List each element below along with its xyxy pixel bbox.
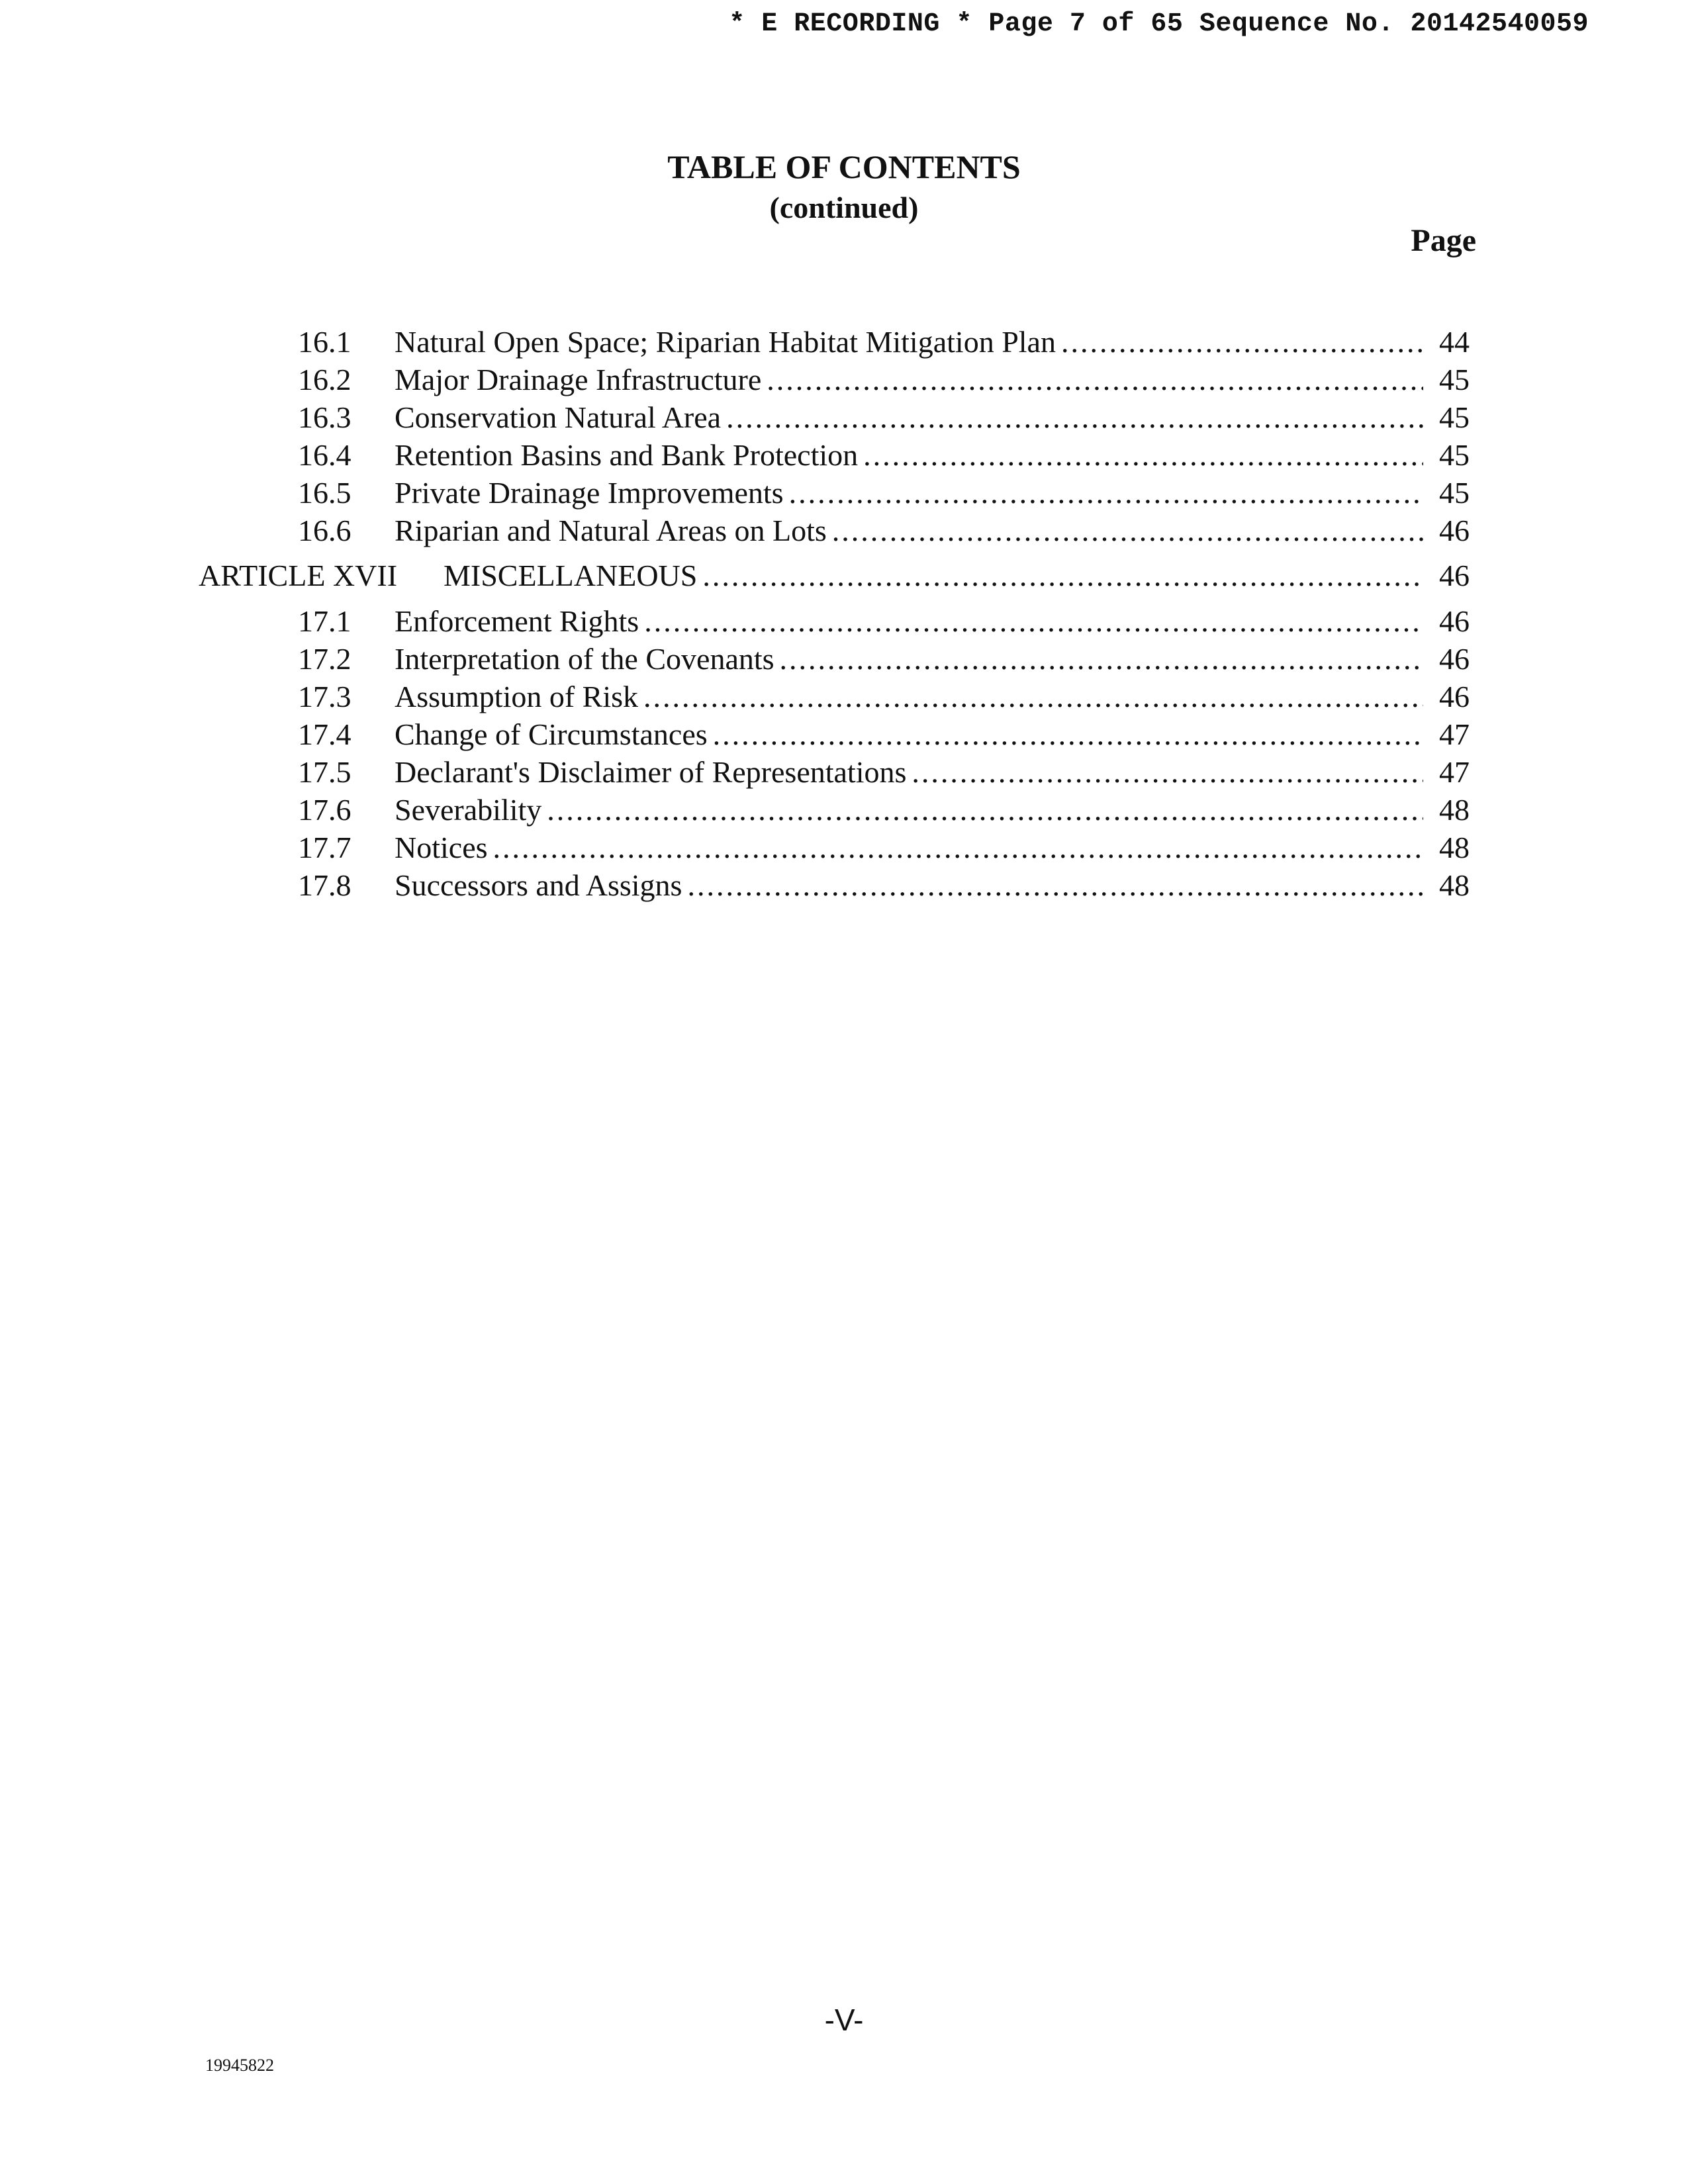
toc-entry-title: Private Drainage Improvements xyxy=(395,476,784,510)
toc-entry-17-3 xyxy=(199,678,1483,715)
toc-entry-title: Interpretation of the Covenants xyxy=(395,642,774,676)
toc-entry-page: 48 xyxy=(1439,868,1470,902)
toc-entry-title: Assumption of Risk xyxy=(395,680,639,713)
toc-entry-number: 17.4 xyxy=(298,717,352,751)
toc-entry-title: Change of Circumstances xyxy=(395,717,708,751)
dot-leader xyxy=(702,549,1423,602)
toc-entry-number: 17.7 xyxy=(298,831,352,864)
toc-entry-16-2 xyxy=(199,361,1483,398)
page-folio: -V- xyxy=(824,2003,864,2037)
toc-entry-page: 45 xyxy=(1439,476,1470,510)
toc-list xyxy=(199,323,1483,904)
toc-entry-title-row xyxy=(395,678,1423,715)
toc-entry-number: 16.2 xyxy=(298,363,352,396)
toc-article-title: MISCELLANEOUS xyxy=(444,559,698,592)
toc-entry-page: 48 xyxy=(1439,831,1470,864)
toc-article-number: ARTICLE XVII xyxy=(199,559,398,592)
dot-leader xyxy=(644,602,1423,640)
toc-entry-title: Enforcement Rights xyxy=(395,604,639,638)
toc-entry-17-2 xyxy=(199,640,1483,678)
toc-entry-title-row xyxy=(395,829,1423,866)
dot-leader xyxy=(863,436,1423,474)
toc-entry-title-row xyxy=(444,549,1423,602)
toc-entry-number: 16.6 xyxy=(298,514,352,547)
toc-entry-page: 47 xyxy=(1439,717,1470,751)
recording-stamp: * E RECORDING * Page 7 of 65 Sequence No. 20142540059 xyxy=(729,9,1589,39)
dot-leader xyxy=(789,474,1423,512)
toc-entry-number: 16.1 xyxy=(298,325,352,359)
toc-entry-title-row xyxy=(395,323,1423,361)
toc-entry-17-7 xyxy=(199,829,1483,866)
toc-entry-title-row xyxy=(395,512,1423,549)
toc-entry-title: Natural Open Space; Riparian Habitat Mitigation Plan xyxy=(395,325,1056,359)
toc-entry-title-row xyxy=(395,791,1423,829)
dot-leader xyxy=(726,398,1423,436)
toc-entry-page: 44 xyxy=(1439,325,1470,359)
toc-entry-17-8 xyxy=(199,866,1483,904)
toc-entry-title: Major Drainage Infrastructure xyxy=(395,363,762,396)
toc-entry-title: Conservation Natural Area xyxy=(395,400,722,434)
toc-entry-title-row xyxy=(395,474,1423,512)
toc-entry-number: 16.5 xyxy=(298,476,352,510)
toc-entry-number: 17.6 xyxy=(298,793,352,827)
toc-entry-title-row xyxy=(395,398,1423,436)
toc-entry-page: 46 xyxy=(1439,642,1470,676)
dot-leader xyxy=(687,866,1423,904)
toc-entry-17-6 xyxy=(199,791,1483,829)
toc-entry-page: 46 xyxy=(1439,559,1470,592)
toc-entry-title-row xyxy=(395,753,1423,791)
toc-entry-page: 45 xyxy=(1439,438,1470,472)
toc-entry-page: 47 xyxy=(1439,755,1470,789)
toc-subtitle: (continued) xyxy=(769,191,919,224)
dot-leader xyxy=(547,791,1423,829)
toc-entry-17-4 xyxy=(199,715,1483,753)
dot-leader xyxy=(832,512,1423,549)
toc-entry-number: 17.2 xyxy=(298,642,352,676)
toc-entry-title-row xyxy=(395,715,1423,753)
dot-leader xyxy=(1061,323,1423,361)
dot-leader xyxy=(780,640,1423,678)
toc-title: TABLE OF CONTENTS xyxy=(667,148,1021,185)
toc-entry-page: 48 xyxy=(1439,793,1470,827)
toc-entry-page: 45 xyxy=(1439,400,1470,434)
page-column-label: Page xyxy=(1411,223,1476,258)
toc-entry-16-3 xyxy=(199,398,1483,436)
toc-entry-title-row xyxy=(395,866,1423,904)
toc-entry-page: 45 xyxy=(1439,363,1470,396)
toc-entry-title-row xyxy=(395,640,1423,678)
toc-entry-title: Riparian and Natural Areas on Lots xyxy=(395,514,827,547)
dot-leader xyxy=(643,678,1423,715)
dot-leader xyxy=(912,753,1423,791)
toc-article-xvii xyxy=(199,549,1483,602)
toc-entry-title: Notices xyxy=(395,831,488,864)
dot-leader xyxy=(767,361,1423,398)
dot-leader xyxy=(713,715,1423,753)
toc-entry-title: Successors and Assigns xyxy=(395,868,682,902)
toc-entry-17-1 xyxy=(199,602,1483,640)
toc-entry-16-1 xyxy=(199,323,1483,361)
toc-entry-page: 46 xyxy=(1439,680,1470,713)
toc-entry-title: Retention Basins and Bank Protection xyxy=(395,438,859,472)
toc-entry-16-5 xyxy=(199,474,1483,512)
toc-entry-title-row xyxy=(395,436,1423,474)
dot-leader xyxy=(493,829,1423,866)
toc-entry-number: 17.5 xyxy=(298,755,352,789)
toc-entry-title: Declarant's Disclaimer of Representations xyxy=(395,755,907,789)
toc-entry-page: 46 xyxy=(1439,604,1470,638)
toc-entry-16-6 xyxy=(199,512,1483,549)
toc-entry-17-5 xyxy=(199,753,1483,791)
toc-entry-page: 46 xyxy=(1439,514,1470,547)
toc-entry-title-row xyxy=(395,602,1423,640)
toc-entry-title: Severability xyxy=(395,793,542,827)
toc-entry-number: 16.3 xyxy=(298,400,352,434)
toc-entry-number: 16.4 xyxy=(298,438,352,472)
toc-entry-title-row xyxy=(395,361,1423,398)
toc-entry-number: 17.8 xyxy=(298,868,352,902)
toc-entry-number: 17.3 xyxy=(298,680,352,713)
toc-entry-16-4 xyxy=(199,436,1483,474)
document-number: 19945822 xyxy=(205,2056,274,2075)
toc-entry-number: 17.1 xyxy=(298,604,352,638)
